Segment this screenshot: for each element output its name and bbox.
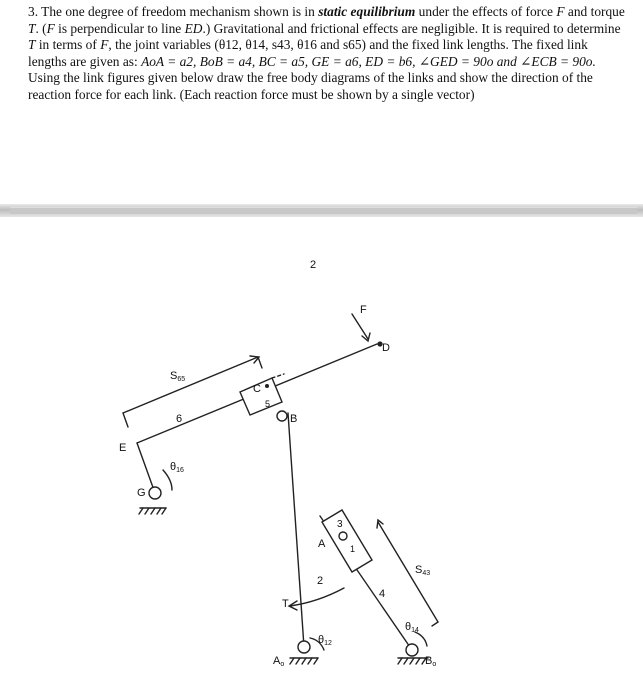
slider-block-3: [322, 510, 372, 572]
point-C: [265, 384, 269, 388]
link-lengths-text: AoA = a2, BoB = a4, BC = a5, GE = a6, ED = b6, ∠GED = 90o and ∠ECB = 90o.: [141, 53, 596, 69]
f2-symbol: F: [100, 37, 109, 53]
slider-block-5: [240, 378, 282, 415]
label-E: E: [119, 442, 127, 454]
line-symbol: ED: [184, 20, 203, 36]
label-F: F: [360, 304, 367, 316]
label-A: A: [318, 538, 326, 550]
force-arrow-F: [352, 314, 368, 339]
label-link5: 5: [265, 399, 271, 409]
problem-number: 3.: [28, 4, 39, 19]
label-T: T: [282, 598, 289, 610]
label-link6: 6: [176, 413, 183, 425]
label-link4: 4: [379, 588, 386, 600]
label-s65: S65: [170, 370, 186, 383]
label-link2: 2: [317, 575, 324, 587]
label-s43: S43: [415, 564, 431, 577]
t-symbol: T: [28, 37, 36, 53]
ground-Ao: [290, 658, 318, 664]
label-D: D: [382, 342, 390, 354]
dimension-s65: [123, 357, 258, 413]
torque-arrow: [290, 588, 344, 606]
problem-paragraph-2: Using the link figures given below draw the free body diagrams of the links and show the direction of the reaction force for each link. (Each reaction force must be shown by a single vector): [28, 70, 593, 102]
under-text: under the effects of force: [418, 4, 554, 19]
ground-G: [139, 508, 166, 514]
pin-G: [149, 487, 161, 499]
and-torque-text: and torque: [567, 4, 625, 19]
label-B: B: [290, 413, 298, 425]
static-equilibrium-text: static equilibrium: [318, 4, 416, 19]
link-6-GE: [137, 443, 155, 493]
label-link2-top: 2: [310, 259, 317, 271]
link-2: [288, 413, 304, 647]
torque-symbol: T: [28, 20, 36, 36]
label-link3: 3: [337, 519, 343, 530]
pin-A: [339, 532, 347, 540]
ground-Bo: [398, 658, 428, 664]
gravitational-text: .) Gravitational and frictional effects are negligible. It is required to determine: [202, 20, 621, 36]
label-Ao: Ao: [273, 655, 285, 668]
label-theta16: θ16: [170, 461, 184, 474]
joint-variables-text: , the joint variables (θ12, θ14, s43, θ16 and s65) and the fixed link lengths. The fixed link lengths are given as:: [28, 37, 588, 69]
label-C: C: [253, 383, 261, 395]
paren-open-text: . (: [35, 20, 47, 36]
force-symbol: F: [556, 4, 565, 19]
label-theta14: θ14: [405, 621, 419, 634]
pin-Ao: [298, 641, 310, 653]
intro-text: The one degree of freedom mechanism shown is in: [41, 4, 315, 19]
in-terms-text: in terms of: [38, 37, 97, 53]
label-link1: 1: [350, 544, 356, 554]
label-theta12: θ12: [318, 634, 332, 647]
pin-B: [277, 411, 287, 421]
perpendicular-text: is perpendicular to line: [58, 20, 182, 36]
label-G: G: [137, 487, 146, 499]
f-symbol: F: [46, 20, 55, 36]
pin-Bo: [406, 644, 418, 656]
label-Bo: Bo: [425, 655, 437, 668]
